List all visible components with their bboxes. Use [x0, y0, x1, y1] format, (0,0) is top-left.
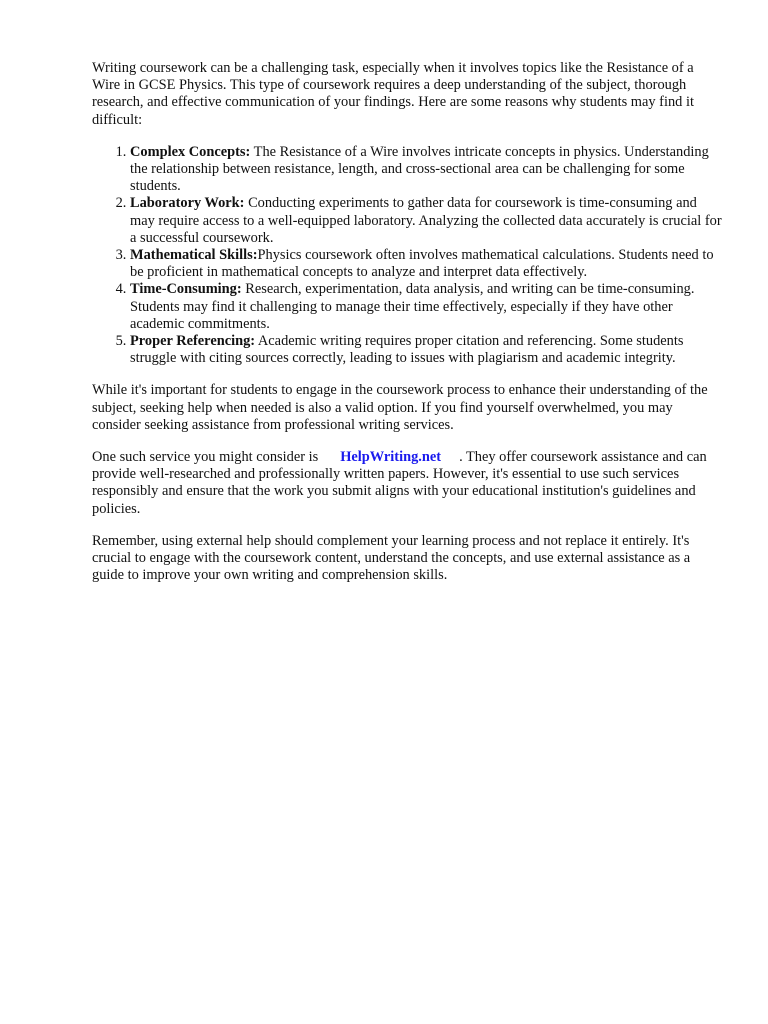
service-paragraph — [92, 449, 722, 518]
reason-text: Physics coursework often involves mathematical calculations. Students need to be proficient in mathematical concepts to analyze and interpret data effectively. — [130, 247, 714, 281]
reason-text: The Resistance of a Wire involves intricate concepts in physics. Understanding the relationship between resistance, length, and cross-sectional area can be challenging for some students. — [130, 143, 709, 195]
reason-title: Time-Consuming: — [130, 281, 242, 298]
list-item — [130, 333, 722, 367]
list-item — [130, 247, 722, 281]
reason-title: Laboratory Work: — [130, 195, 245, 212]
service-intro-text: One such service you might consider is — [92, 449, 319, 466]
list-item — [130, 195, 722, 247]
intro-paragraph: Writing coursework can be a challenging task, especially when it involves topics like the Resistance of a Wire in GCSE Physics. This type of coursework requires a deep understanding of the subject, thorough research, and effective communication of your findings. Here are some reasons why students may find it difficult: — [92, 60, 694, 128]
reason-text: Research, experimentation, data analysis, and writing can be time-consuming. Students may find it challenging to manage their time effectively, especially if they have other academic commitments. — [130, 281, 695, 332]
reason-title: Complex Concepts: — [130, 143, 251, 160]
reason-text: Academic writing requires proper citation and referencing. Some students struggle with citing sources correctly, leading to issues with plagiarism and academic integrity. — [130, 333, 684, 367]
helpwriting-link[interactable]: HelpWriting.net — [340, 449, 442, 466]
reason-text: Conducting experiments to gather data for coursework is time-consuming and may require access to a well-equipped laboratory. Analyzing the collected data accurately is crucial for a successful coursework. — [130, 195, 722, 246]
reason-title: Proper Referencing: — [130, 333, 256, 350]
closing-paragraph: Remember, using external help should complement your learning process and not replace it entirely. It's crucial to engage with the coursework content, understand the concepts, and use external assistance as a guide to improve your own writing and comprehension skills. — [92, 532, 691, 584]
document-page — [92, 60, 722, 599]
reasons-list — [92, 144, 722, 368]
reason-title: Mathematical Skills: — [130, 247, 258, 264]
list-item — [130, 281, 722, 333]
list-item — [130, 144, 722, 196]
service-description-text: . They offer coursework assistance and can provide well-researched and professionally written papers. However, it's essential to use such services responsibly and ensure that the work you submit aligns with your educational institution's guidelines and policies. — [92, 449, 707, 517]
help-paragraph: While it's important for students to engage in the coursework process to enhance their understanding of the subject, seeking help when needed is also a valid option. If you find yourself overwhelmed, you may consider seeking assistance from professional writing services. — [92, 382, 708, 433]
